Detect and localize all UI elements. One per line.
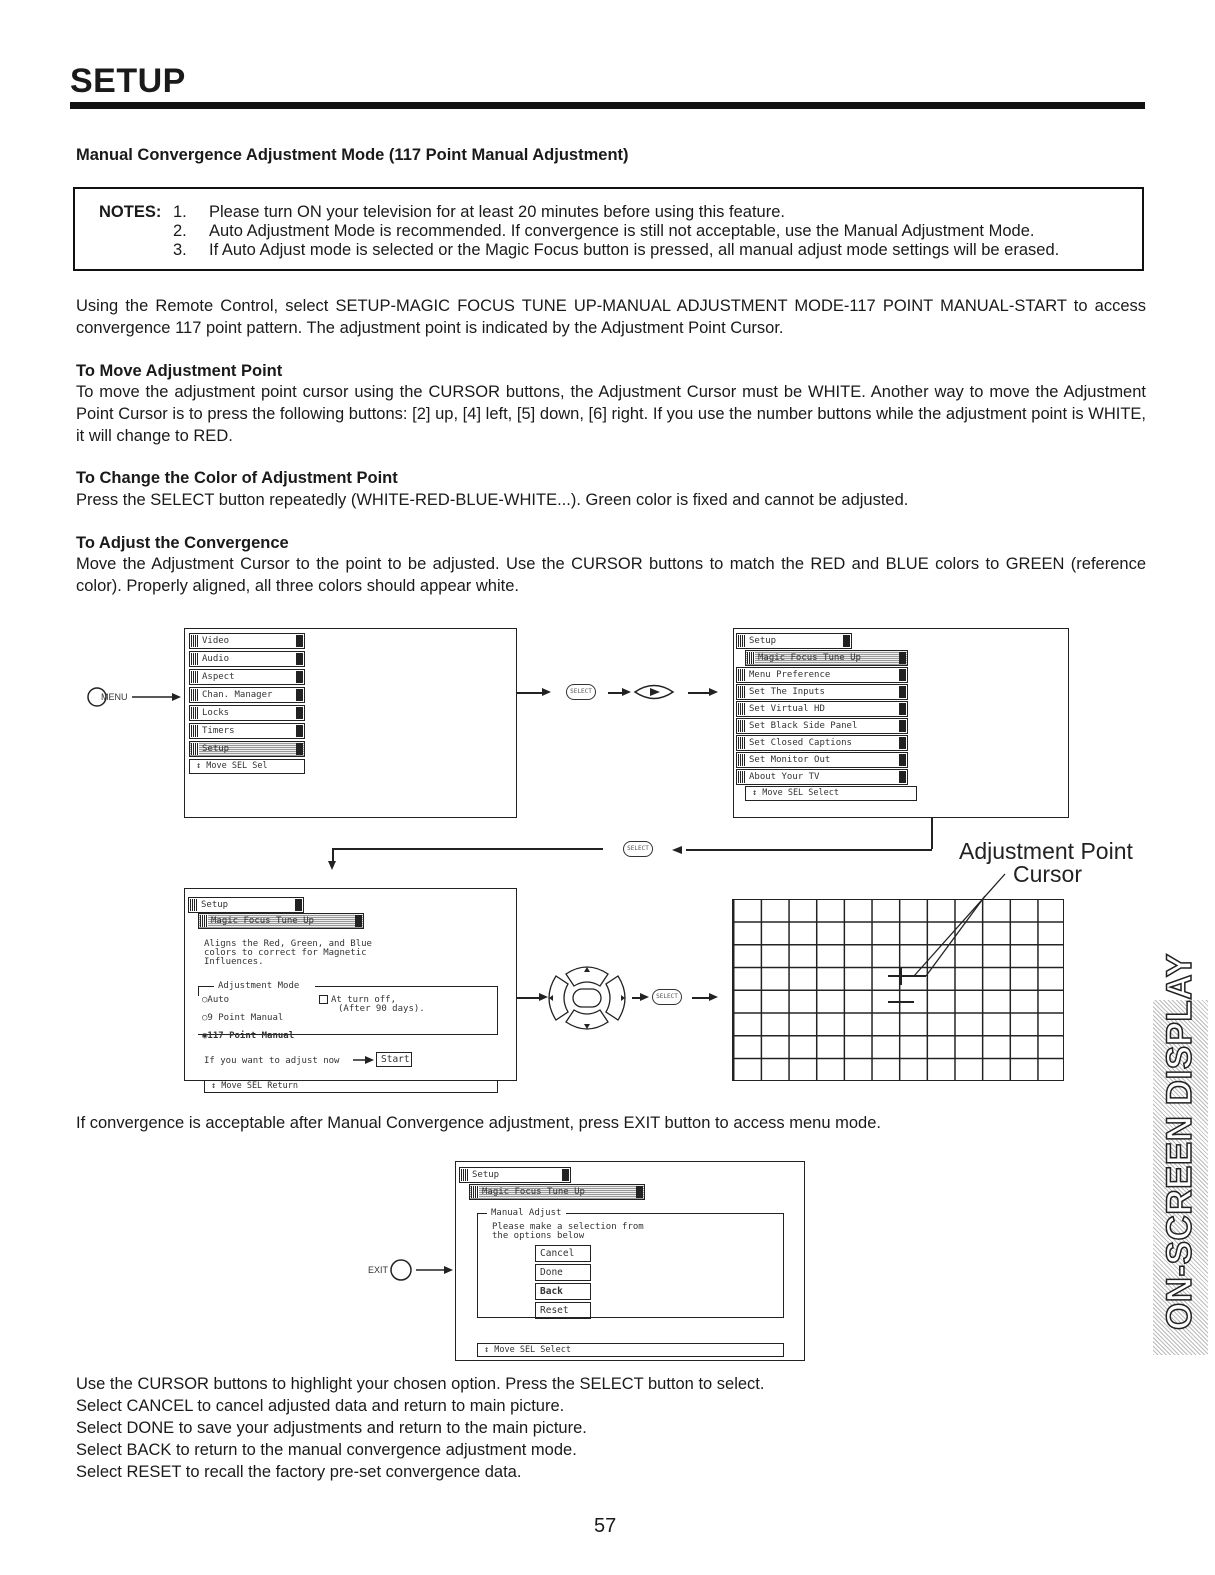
note-item (173, 241, 1059, 260)
note-text: Auto Adjustment Mode is recommended. If convergence is still not acceptable, use the Manual Adjustment Mode. (209, 222, 1035, 240)
group-border (566, 1213, 784, 1214)
instruction-line: Select RESET to recall the factory pre-set convergence data. (76, 1463, 522, 1481)
arrow-head (640, 993, 649, 1001)
section-heading: Manual Convergence Adjustment Mode (117 Point Manual Adjustment) (76, 146, 629, 164)
start-button[interactable]: Start (376, 1052, 412, 1067)
menu-item-chan-manager[interactable]: Chan. Manager (189, 687, 305, 703)
instruction-line: Select DONE to save your adjustments and return to the main picture. (76, 1419, 587, 1437)
focus-description-line: Influences. (204, 957, 264, 967)
note-item (173, 203, 785, 222)
cursor-right-button-icon (633, 683, 675, 701)
arrow-head (328, 861, 336, 870)
cancel-button[interactable]: Cancel (535, 1245, 591, 1262)
side-tab-label: ON-SCREEN DISPLAY (1160, 953, 1199, 1330)
page-title: SETUP (70, 62, 186, 100)
exit-label: EXIT (368, 1265, 389, 1275)
setup-footer: ↕ Move SEL Select (745, 786, 917, 801)
back-button[interactable]: Back (535, 1283, 591, 1300)
section-body-color: Press the SELECT button repeatedly (WHITE-RED-BLUE-WHITE...). Green color is fixed and cannot be adjusted. (76, 491, 909, 509)
title-rule (70, 102, 1145, 109)
instruction-line: Select BACK to return to the manual convergence adjustment mode. (76, 1441, 577, 1459)
connector-line (332, 848, 334, 862)
setup-item-monitor-out[interactable]: Set Monitor Out (736, 752, 908, 768)
option-117-point[interactable]: ◉117 Point Manual (202, 1031, 295, 1041)
setup-item-closed-captions[interactable]: Set Closed Captions (736, 735, 908, 751)
select-button-icon: SELECT (652, 989, 682, 1005)
arrow-head (622, 688, 631, 696)
section-title-move: To Move Adjustment Point (76, 362, 283, 380)
setup-item-virtual-hd[interactable]: Set Virtual HD (736, 701, 908, 717)
arrow-line (517, 692, 543, 694)
focus-subtitle: Magic Focus Tune Up (198, 913, 364, 929)
note-number: 2. (173, 222, 187, 240)
checkbox-label: At turn off, (331, 995, 397, 1005)
note-item (173, 222, 1034, 241)
menu-item-setup[interactable]: Setup (189, 741, 305, 757)
manual-prompt-line: Please make a selection from (492, 1222, 644, 1232)
menu-item-locks[interactable]: Locks (189, 705, 305, 721)
menu-item-aspect[interactable]: Aspect (189, 669, 305, 685)
start-arrow-icon (353, 1054, 375, 1066)
menu-footer: ↕ Move SEL Sel (189, 759, 305, 774)
menu-item-timers[interactable]: Timers (189, 723, 305, 739)
section-title-color: To Change the Color of Adjustment Point (76, 469, 398, 487)
manual-prompt-line: the options below (492, 1231, 585, 1241)
notes-box (73, 187, 1144, 271)
setup-item-magic-focus[interactable]: Magic Focus Tune Up (745, 650, 908, 666)
section-body-adjust: Move the Adjustment Cursor to the point to be adjusted. Use the CURSOR buttons to match the RED and BLUE colors to GREEN (reference color). Properly aligned, all three colors should appear white. (76, 555, 1146, 595)
arrow-line (517, 997, 541, 999)
instruction-line: Select CANCEL to cancel adjusted data and return to main picture. (76, 1397, 565, 1415)
osd-main-menu-screen (184, 628, 517, 818)
arrow-head (672, 846, 682, 854)
focus-description-line: Aligns the Red, Green, and Blue (204, 939, 372, 949)
done-button[interactable]: Done (535, 1264, 591, 1281)
osd-manual-menu-screen (455, 1161, 805, 1361)
auto-turnoff-checkbox[interactable] (319, 995, 328, 1004)
manual-footer: ↕ Move SEL Select (477, 1343, 784, 1357)
section-title-adjust: To Adjust the Convergence (76, 534, 289, 552)
setup-item-menu-preference[interactable]: Menu Preference (736, 667, 908, 683)
group-border (477, 1213, 487, 1214)
arrow-line (692, 997, 710, 999)
exit-note: If convergence is acceptable after Manual Convergence adjustment, press EXIT button to access menu mode. (76, 1114, 881, 1132)
page-number: 57 (594, 1515, 617, 1537)
menu-label: MENU (101, 692, 128, 702)
option-auto[interactable]: ○Auto (202, 995, 230, 1005)
menu-item-video[interactable]: Video (189, 633, 305, 649)
reset-button[interactable]: Reset (535, 1302, 591, 1319)
manual-title: Setup (459, 1167, 571, 1183)
note-number: 3. (173, 241, 187, 259)
setup-item-black-side-panel[interactable]: Set Black Side Panel (736, 718, 908, 734)
start-prompt: If you want to adjust now (204, 1056, 340, 1066)
setup-item-about-tv[interactable]: About Your TV (736, 769, 908, 785)
group-border (198, 986, 199, 996)
cursor-label-line1: Adjustment Point (959, 838, 1133, 864)
osd-setup-menu-screen (733, 628, 1069, 818)
arrow-line (688, 692, 710, 694)
arrow-head (709, 993, 718, 1001)
connector-line (686, 849, 932, 851)
connector-line (931, 818, 933, 849)
cursor-label-line2: Cursor (1013, 861, 1083, 887)
group-border (198, 986, 214, 987)
group-label: Adjustment Mode (218, 981, 300, 991)
note-text: If Auto Adjust mode is selected or the Magic Focus button is pressed, all manual adjust mode settings will be erased. (209, 241, 1060, 259)
connector-line (332, 848, 603, 850)
osd-focus-menu-screen (184, 888, 517, 1091)
note-text: Please turn ON your television for at least 20 minutes before using this feature. (209, 203, 785, 221)
focus-description-line: colors to correct for Magnetic (204, 948, 367, 958)
option-9-point[interactable]: ○9 Point Manual (202, 1013, 284, 1023)
checkbox-note: (After 90 days). (338, 1004, 425, 1014)
select-button-icon: SELECT (566, 684, 596, 700)
group-label: Manual Adjust (491, 1208, 562, 1218)
manual-subtitle: Magic Focus Tune Up (469, 1184, 645, 1200)
setup-title: Setup (736, 633, 852, 649)
intro-paragraph: Using the Remote Control, select SETUP-MAGIC FOCUS TUNE UP-MANUAL ADJUSTMENT MODE-117 POINT MANUAL-START to access convergence 117 point pattern. The adjustment point is indicated by the Adjustment Point Cursor. (76, 297, 1146, 337)
cursor-pad-icon (544, 962, 630, 1034)
arrow-head (709, 688, 718, 696)
instruction-line: Use the CURSOR buttons to highlight your chosen option. Press the SELECT button to select. (76, 1375, 765, 1393)
notes-label: NOTES: (99, 203, 162, 221)
adjustment-cursor-pointer (880, 870, 1010, 1010)
focus-title: Setup (188, 897, 304, 913)
select-button-icon: SELECT (623, 841, 653, 857)
focus-footer: ↕ Move SEL Return (204, 1080, 498, 1093)
section-body-move: To move the adjustment point cursor using the CURSOR buttons, the Adjustment Cursor must be WHITE. Another way to move the Adjustment Point Cursor is to press the following buttons: [2] up, [4] left, [5] down, [6] right. If you use the number buttons while the adjustment point is WHITE, it will change to RED. (76, 383, 1146, 445)
group-border (315, 986, 498, 987)
setup-item-set-inputs[interactable]: Set The Inputs (736, 684, 908, 700)
menu-item-audio[interactable]: Audio (189, 651, 305, 667)
note-number: 1. (173, 203, 187, 221)
arrow-head (542, 688, 551, 696)
